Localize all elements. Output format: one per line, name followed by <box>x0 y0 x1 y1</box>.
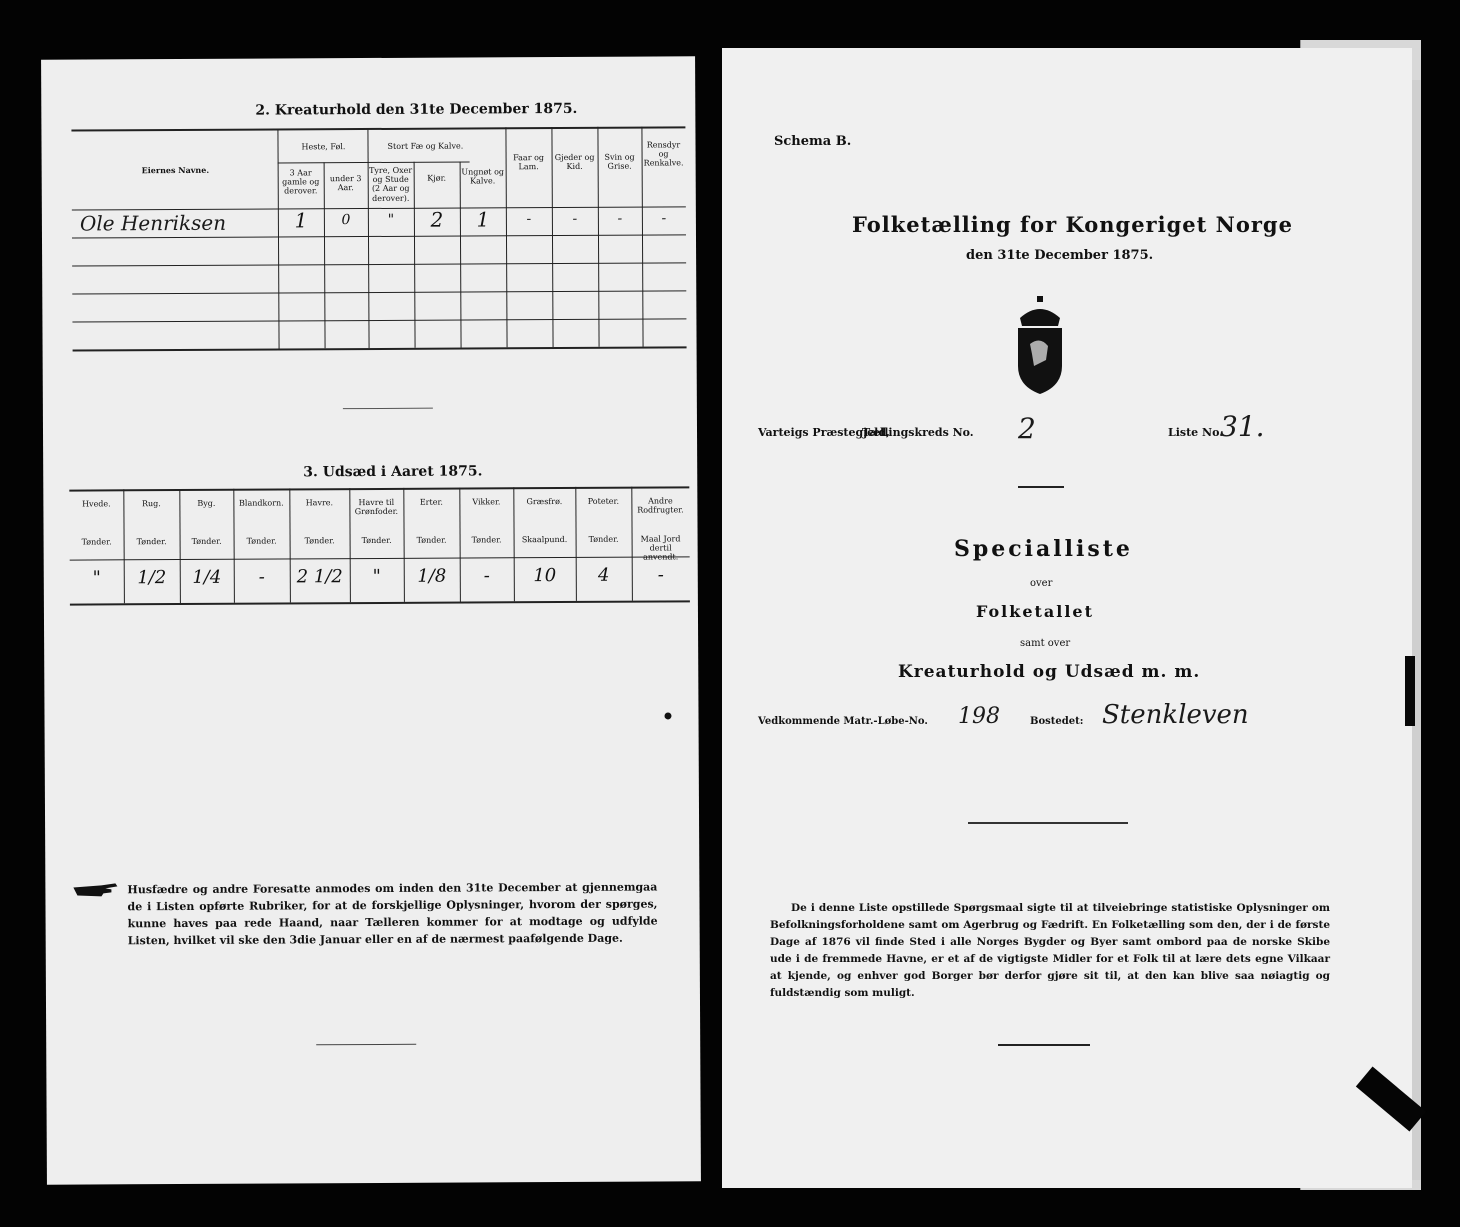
seed-col-unit: Tønder. <box>361 535 392 546</box>
seed-col-unit: Tønder. <box>416 535 447 545</box>
left-page <box>41 56 701 1184</box>
seed-col-header: Erter. <box>419 497 443 507</box>
form-title: Folketælling for Kongeriget Norge <box>852 212 1293 237</box>
col-header-faar: Faar og Lam. <box>513 153 545 172</box>
section3-title: 3. Udsæd i Aaret 1875. <box>303 463 483 481</box>
table-rule <box>460 162 462 348</box>
cell-kjor: 2 <box>430 207 444 232</box>
table-rule <box>414 162 416 348</box>
sub-header-3aar: 3 Aar gamle og derover. <box>282 168 320 196</box>
bostedet-value: Stenkleven <box>1102 700 1249 730</box>
liste-label: Liste No. <box>1168 426 1224 439</box>
seed-col-unit: Tønder. <box>81 537 112 547</box>
seed-value: 1/8 <box>417 565 447 587</box>
seed-value: " <box>92 567 101 589</box>
cell-gjeder: - <box>572 210 578 227</box>
cell-rensdyr: - <box>661 210 667 227</box>
seed-value: 1/2 <box>137 567 167 589</box>
coat-of-arms-icon <box>1012 296 1068 396</box>
seed-col-unit: Tønder. <box>136 537 167 547</box>
seed-value: 10 <box>533 565 557 587</box>
table-rule <box>278 161 470 163</box>
table-rule <box>70 600 690 605</box>
section2-title: 2. Kreaturhold den 31te December 1875. <box>255 100 578 119</box>
seed-col-header: Hvede. <box>82 499 111 509</box>
seed-col-header: Vikker. <box>472 497 501 507</box>
samt-over-label: samt over <box>1020 638 1071 649</box>
schema-label: Schema B. <box>774 134 852 149</box>
divider <box>998 1044 1090 1046</box>
seed-col-header: Græsfrø. <box>526 496 563 507</box>
right-page <box>722 48 1412 1188</box>
sub-header-kjor: Kjør. <box>427 173 447 183</box>
seed-col-header: Byg. <box>197 498 216 508</box>
seed-value: " <box>372 565 381 587</box>
matr-label: Vedkommende Matr.-Løbe-No. <box>758 716 928 727</box>
table-rule <box>71 126 685 131</box>
seed-value: - <box>657 564 664 586</box>
seed-col-unit: Tønder. <box>304 536 335 546</box>
col-header-svin: Svin og Grise. <box>604 152 635 171</box>
col-header-heste: Heste, Føl. <box>301 142 346 152</box>
col-header-rensdyr: Rensdyr og Renkalve. <box>643 140 684 168</box>
kreaturhold-title: Kreaturhold og Udsæd m. m. <box>898 662 1201 682</box>
notice-text: Husfædre og andre Foresatte anmodes om inden den 31te December at gjennemgaa de i Listen opførte Rubriker, for at de forskjellige Oplysninger, hvorom der spørges, kunne haves paa rede Haand, naar Tælleren kommer for at modtage og udfylde Listen, hvilket vil ske den 3die Januar eller en af de nærmest paafølgende Dage. <box>127 880 658 948</box>
seed-value: - <box>258 566 265 588</box>
prestegjeld-label: Varteigs Præstegjeld, <box>758 426 890 439</box>
binder-mark <box>1405 656 1415 726</box>
cell-tyre: " <box>387 211 395 228</box>
specialliste-title: Specialliste <box>954 536 1133 562</box>
cell-faar: - <box>526 211 532 228</box>
seed-col-header: Havre til Grønfoder. <box>354 497 399 517</box>
cell-fol: 0 <box>341 212 351 229</box>
seed-col-unit: Tønder. <box>588 534 619 544</box>
seed-col-unit: Tønder. <box>246 536 277 546</box>
folketallet-label: Folketallet <box>976 602 1094 621</box>
sub-header-under3: under 3 Aar. <box>329 174 362 193</box>
divider <box>316 1044 416 1046</box>
pointing-hand-icon <box>71 881 121 899</box>
ink-dot <box>664 712 671 719</box>
sub-header-tyre: Tyre, Oxer og Stude (2 Aar og derover). <box>369 165 413 203</box>
table-rule <box>73 346 687 351</box>
table-rule <box>72 318 686 322</box>
seed-value: 1/4 <box>192 566 222 588</box>
table-rule <box>72 290 686 294</box>
col-header-names: Eiernes Navne. <box>141 164 210 176</box>
seed-col-unit: Skaalpund. <box>521 534 568 545</box>
form-date: den 31te December 1875. <box>966 248 1154 263</box>
cell-ungnot: 1 <box>476 207 490 232</box>
seed-col-header: Blandkorn. <box>239 498 284 508</box>
seed-col-header: Poteter. <box>587 496 620 506</box>
matr-number: 198 <box>958 704 1000 729</box>
over-label: over <box>1030 578 1053 589</box>
cell-heste: 1 <box>294 208 308 233</box>
col-header-gjeder: Gjeder og Kid. <box>554 152 595 172</box>
seed-col-unit: Tønder. <box>191 536 222 546</box>
seed-col-unit: Tønder. <box>471 535 502 545</box>
liste-number: 31. <box>1220 410 1265 443</box>
owner-name: Ole Henriksen <box>79 210 227 236</box>
cell-svin: - <box>617 210 623 227</box>
seed-col-header: Rug. <box>141 499 161 509</box>
col-header-stort: Stort Fæ og Kalve. <box>387 141 464 151</box>
table-rule <box>277 128 279 348</box>
divider <box>968 822 1128 824</box>
seed-col-unit: Maal Jord dertil anvendt. <box>640 534 681 562</box>
sub-header-ungnot: Ungnøt og Kalve. <box>461 167 505 186</box>
seed-value: - <box>483 565 490 587</box>
bostedet-label: Bostedet: <box>1030 716 1084 727</box>
kreds-label: Tællingskreds No. <box>862 426 974 439</box>
divider <box>343 408 433 409</box>
info-paragraph: De i denne Liste opstillede Spørgsmaal sigte til at tilveiebringe statistiske Oplysninger om Befolkningsforholdene samt om Agerbrug og Fædrift. En Folketælling som den, der i de første Dage af 1876 vil finde Sted i alle Norges Bygder og Byer samt ombord paa de norske Skibe ude i de fremmede Havne, er et af de vigtigste Midler for et Folk til at lære dets egne Vilkaar at kjende, og enhver god Borger bør derfor gjøre sit til, at den kan blive saa nøiagtig og fuldstændig som muligt. <box>770 902 1330 999</box>
kreds-number: 2 <box>1018 412 1036 445</box>
seed-value: 4 <box>597 564 610 586</box>
divider <box>1018 486 1064 488</box>
table-rule <box>72 262 686 266</box>
table-rule <box>69 486 689 491</box>
seed-value: 2 1/2 <box>296 566 343 588</box>
seed-col-header: Havre. <box>305 498 334 508</box>
seed-col-header: Andre Rodfrugter. <box>637 496 684 515</box>
table-rule <box>70 556 690 560</box>
